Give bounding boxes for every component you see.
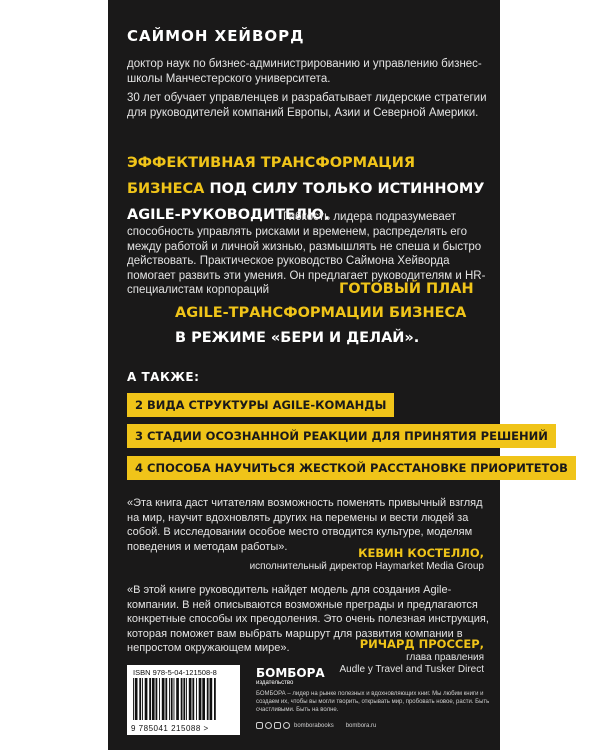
barcode-bar	[181, 678, 183, 720]
barcode-bar	[199, 678, 202, 720]
headline-tail: ПОД СИЛУ ТОЛЬКО ИСТИННОМУ	[204, 181, 485, 197]
quote-2-text: «В этой книге руководитель найдет модель для создания Agile-компании. В ней описываются возможные преграды и предлагаются конкретные способы их преодоления. Это очень полезная инструкция, которая поможет вам выбрать маршрут для развития компании в непростом окружающем мире».	[127, 584, 489, 654]
also-item-3: 4 СПОСОБА НАУЧИТЬСЯ ЖЕСТКОЙ РАССТАНОВКЕ ПРИОРИТЕТОВ	[127, 456, 576, 480]
publisher-sublabel: издательство	[256, 680, 294, 686]
instagram-icon	[274, 722, 281, 729]
vk-icon	[256, 722, 263, 729]
quote-2-role-1: глава правления	[406, 652, 484, 663]
publisher-logo: БОМБОРА	[256, 666, 325, 680]
barcode-bar	[176, 678, 179, 720]
barcode-bar	[214, 678, 216, 720]
barcode-bar	[165, 678, 167, 720]
social-handle: bomborabooks	[294, 722, 334, 729]
body-text: способность управлять рисками и временем, распределять его между работой и личной жизнью, размышлять не спеша и быстро действовать. Практическое руководство Саймона Хейворда помогает развить эти умения. Он предлагает руководителям и HR-специалистам корпораций	[127, 226, 486, 296]
barcode-bar	[192, 678, 194, 720]
barcode-bar	[162, 678, 165, 720]
barcode-bar	[152, 678, 155, 720]
barcode-bar	[202, 678, 205, 720]
barcode-bar	[159, 678, 160, 720]
barcode-bar	[174, 678, 175, 720]
barcode-digits: 9 785041 215088 >	[131, 724, 209, 733]
barcode-bar	[183, 678, 185, 720]
barcode-bar	[133, 678, 134, 720]
headline-line-1: ЭФФЕКТИВНАЯ ТРАНСФОРМАЦИЯ	[127, 155, 416, 171]
author-bio-degree: доктор наук по бизнес-администрированию и управлению бизнес-школы Манчестерского университета.	[127, 58, 482, 85]
isbn-label: ISBN 978-5-04-121508-8	[133, 668, 217, 677]
body-text-first-line: Гибкость лидера подразумевает	[283, 211, 457, 223]
publisher-description: БОМБОРА – лидер на рынке полезных и вдохновляющих книг. Мы любим книги и создаем их, чтобы вы могли творить, открывать мир, пробовать новое, расти. Быть счастливыми. Быть на волне.	[256, 691, 490, 713]
author-bio-experience: 30 лет обучает управленцев и разрабатывает лидерские стратегии для руководителей компаний Европы, Азии и Северной Америки.	[127, 92, 487, 119]
author-name: САЙМОН ХЕЙВОРД	[127, 27, 305, 45]
headline-accent: БИЗНЕСА	[127, 181, 205, 197]
book-back-cover	[108, 0, 568, 750]
barcode-bar	[186, 678, 187, 720]
also-item-1: 2 ВИДА СТРУКТУРЫ AGILE-КОМАНДЫ	[127, 393, 394, 417]
quote-2-author: РИЧАРД ПРОССЕР,	[359, 637, 484, 651]
publisher-site: bombora.ru	[345, 722, 377, 729]
plan-line-3: В РЕЖИМЕ «БЕРИ И ДЕЛАЙ».	[175, 330, 420, 346]
barcode-bar	[171, 678, 173, 720]
headline-agile-leader: AGILE-РУКОВОДИТЕЛЮ.	[127, 207, 330, 223]
publisher-social	[256, 722, 376, 729]
barcode-bar	[145, 678, 148, 720]
barcode	[127, 665, 240, 735]
plan-line-2: AGILE-ТРАНСФОРМАЦИИ БИЗНЕСА	[175, 305, 467, 321]
headline	[127, 150, 487, 202]
barcode-bar	[196, 678, 197, 720]
also-heading: А ТАКЖЕ:	[127, 370, 200, 384]
ok-icon	[265, 722, 272, 729]
barcode-bar	[142, 678, 143, 720]
plan-line-1: ГОТОВЫЙ ПЛАН	[339, 281, 474, 297]
quote-2-role-2: Audle y Travel and Tusker Direct	[339, 664, 484, 675]
barcode-bar	[149, 678, 151, 720]
barcode-bar	[189, 678, 192, 720]
barcode-bars	[131, 678, 236, 720]
barcode-bar	[135, 678, 138, 720]
quote-1-text: «Эта книга даст читателям возможность поменять привычный взгляд на мир, научит вдохновлять других на перемены и вести людей за собой. В исследовании особое место отводится культуре, моделям поведения и методам работы».	[127, 497, 483, 553]
quote-1-role: исполнительный директор Haymarket Media Group	[249, 561, 484, 572]
barcode-bar	[207, 678, 209, 720]
also-item-2: 3 СТАДИИ ОСОЗНАННОЙ РЕАКЦИИ ДЛЯ ПРИНЯТИЯ РЕШЕНИЙ	[127, 424, 556, 448]
barcode-bar	[169, 678, 170, 720]
barcode-bar	[139, 678, 141, 720]
barcode-bar	[210, 678, 213, 720]
youtube-icon	[283, 722, 290, 729]
quote-1-author: КЕВИН КОСТЕЛЛО,	[358, 546, 484, 560]
barcode-bar	[156, 678, 158, 720]
